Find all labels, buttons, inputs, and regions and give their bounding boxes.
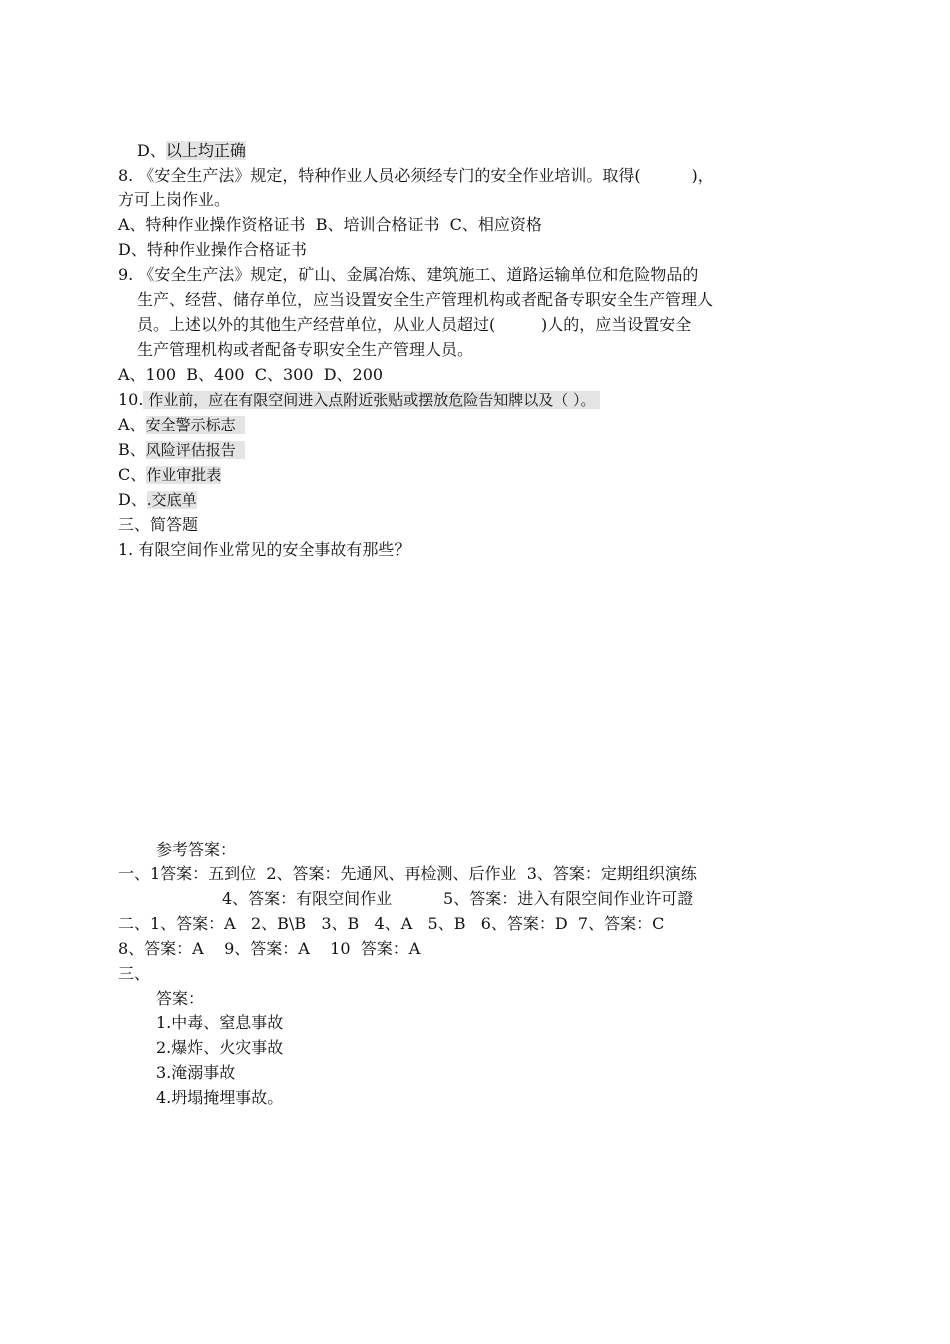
question-number: 10. (118, 390, 144, 409)
option-text: 风险评估报告 (145, 441, 246, 459)
answers-part-3-item: 1.中毒、窒息事故 (156, 1013, 284, 1032)
q10-option-c (118, 465, 221, 485)
q10-question (118, 390, 600, 410)
q8-options-abc: A、特种作业操作资格证书 B、培训合格证书 C、相应资格 (118, 215, 542, 234)
q10-option-a (118, 415, 245, 435)
option-prefix: D、 (118, 490, 147, 509)
section-3-heading: 三、简答题 (118, 515, 199, 534)
question-text: 作业前，应在有限空间进入点附近张贴或摆放危险告知牌以及（ ）。 (143, 391, 601, 409)
q9-line-2: 生产、经营、储存单位，应当设置安全生产管理机构或者配备专职安全生产管理人 (137, 290, 714, 309)
answers-part-3-item: 2.爆炸、火灾事故 (156, 1038, 284, 1057)
option-prefix: C、 (118, 465, 147, 484)
q9-line-1: 9. 《安全生产法》规定，矿山、金属冶炼、建筑施工、道路运输单位和危险物品的 (118, 265, 699, 284)
q8-line-1: 8. 《安全生产法》规定，特种作业人员必须经专门的安全作业培训。取得( )， (118, 166, 714, 185)
q9-line-3: 员。上述以外的其他生产经营单位，从业人员超过( )人的，应当设置安全 (137, 315, 692, 334)
answers-part-3-item: 4.坍塌掩埋事故。 (156, 1088, 284, 1107)
section-3-question-1: 1. 有限空间作业常见的安全事故有那些？ (118, 540, 411, 559)
option-prefix: A、 (118, 415, 146, 434)
q10-option-b (118, 440, 245, 460)
answers-heading: 参考答案： (156, 840, 237, 859)
q8-line-2: 方可上岗作业。 (118, 190, 231, 209)
q9-line-4: 生产管理机构或者配备专职安全生产管理人员。 (137, 340, 474, 359)
answers-part-3-label: 三、 (118, 964, 151, 983)
option-prefix: B、 (118, 440, 146, 459)
option-text: 以上均正确 (165, 141, 246, 160)
answers-part-3-heading: 答案： (156, 989, 205, 1008)
q8-option-d: D、特种作业操作合格证书 (118, 240, 307, 259)
q9-options: A、100 B、400 C、300 D、200 (118, 365, 384, 384)
q7-option-d (137, 141, 246, 161)
option-text: .交底单 (146, 491, 197, 509)
q10-option-d (118, 490, 197, 510)
answers-part-2-line-2: 8、答案：A 9、答案：A 10 答案：A (118, 939, 421, 958)
answers-part-3-item: 3.淹溺事故 (156, 1063, 236, 1082)
option-text: 作业审批表 (146, 466, 222, 484)
answers-part-2-line-1: 二、1、答案：A 2、B\B 3、B 4、A 5、B 6、答案：D 7、答案：C (118, 914, 665, 933)
answers-part-1-line-1: 一、1答案：五到位 2、答案：先通风、再检测、后作业 3、答案：定期组织演练 (118, 864, 697, 883)
answers-part-1-line-2: 4、答案：有限空间作业 5、答案：进入有限空间作业许可證 (222, 889, 694, 908)
option-prefix: D、 (137, 141, 166, 160)
option-text: 安全警示标志 (145, 416, 246, 434)
